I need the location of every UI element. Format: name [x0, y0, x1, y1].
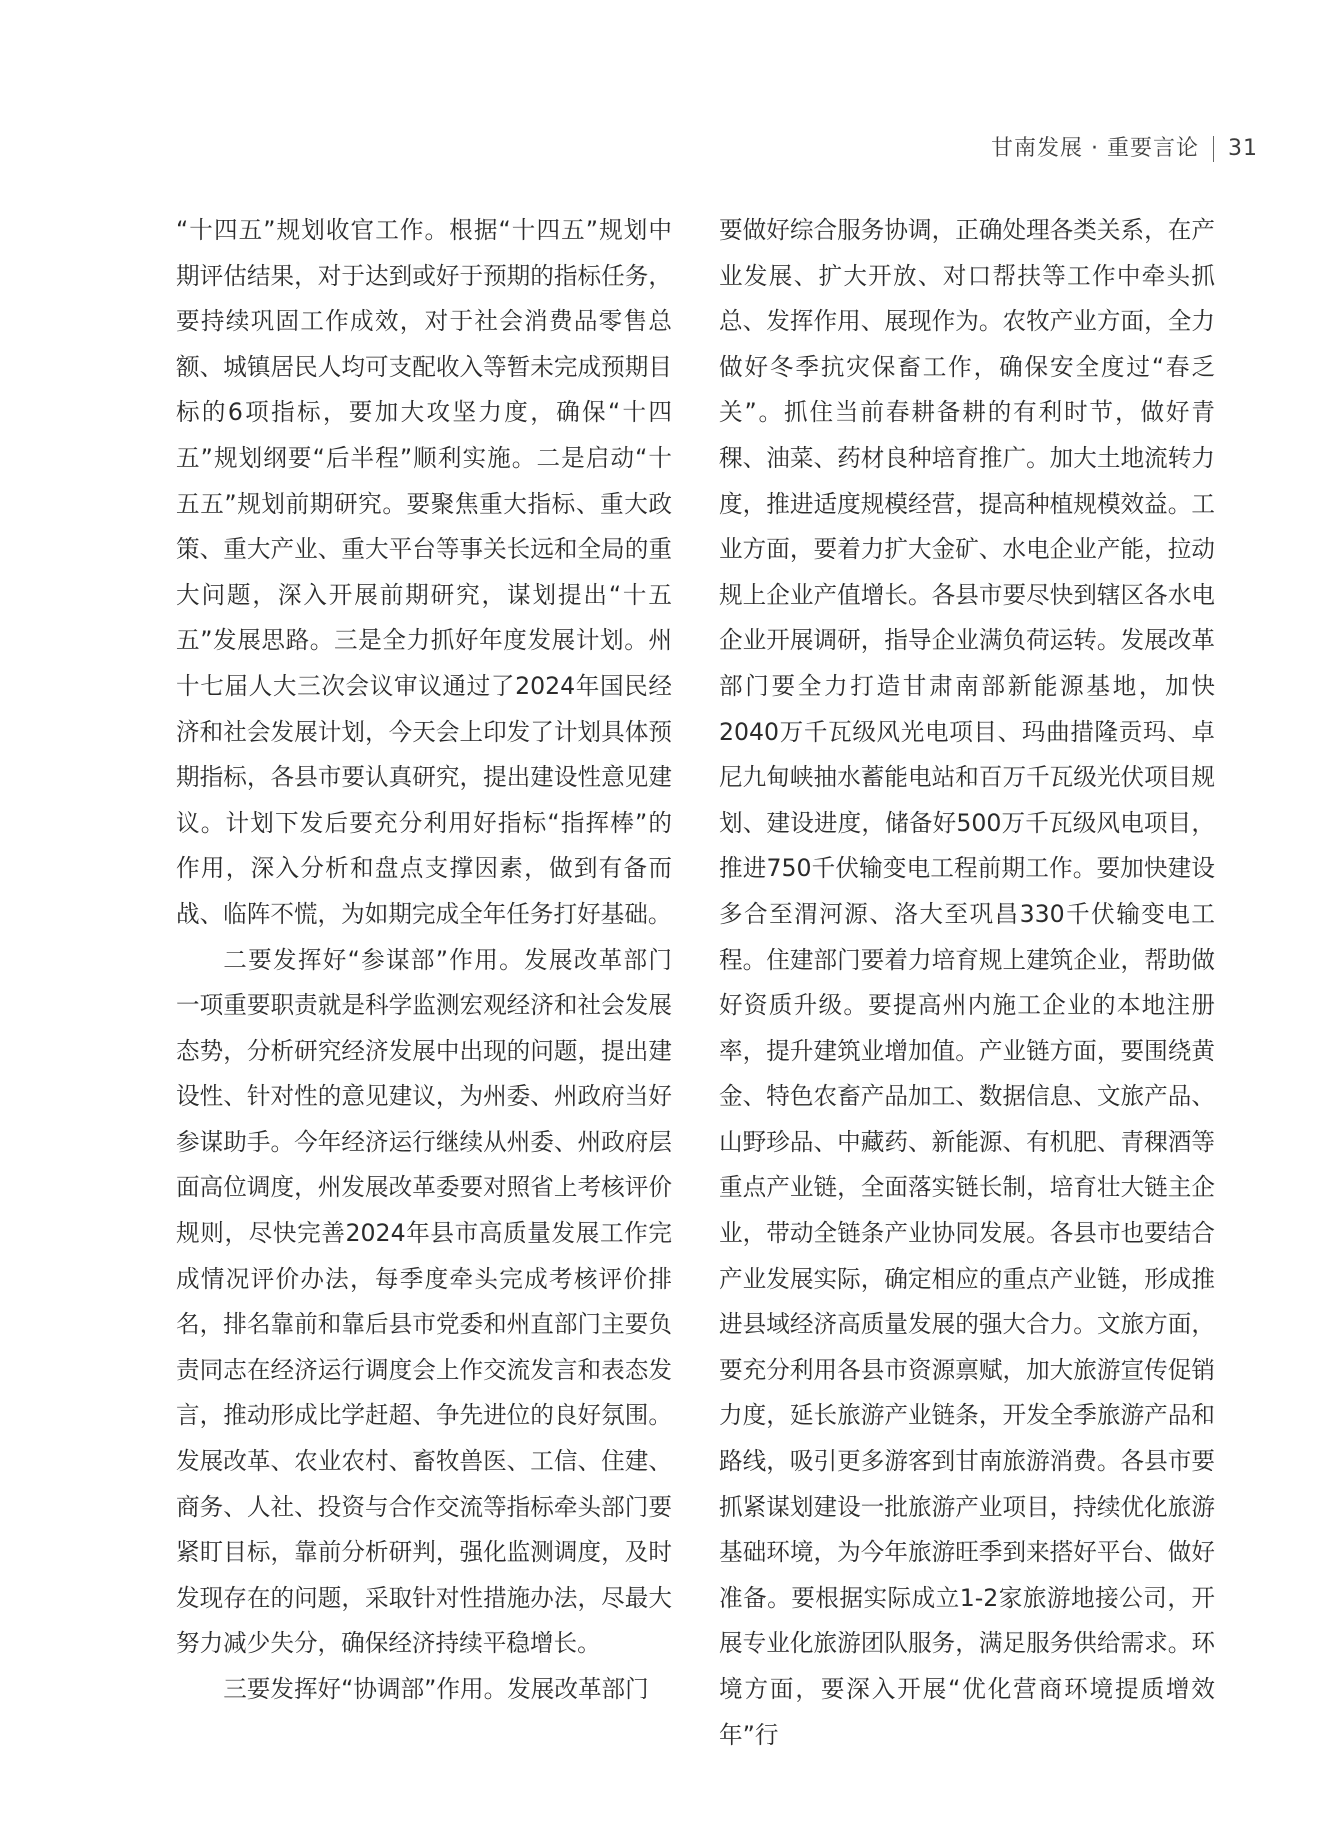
- left-column: [176, 208, 672, 1713]
- paragraph-coordination-continued: 要做好综合服务协调，正确处理各类关系，在产业发展、扩大开放、对口帮扶等工作中牵头抓总、发挥作用、展现作为。农牧产业方面，全力做好冬季抗灾保畜工作，确保安全度过“春乏关”。抓住当前春耕备耕的有利时节，做好青稞、油菜、药材良种培育推广。加大土地流转力度，推进适度规模经营，提高种植规模效益。工业方面，要着力扩大金矿、水电企业产能，拉动规上企业产值增长。各县市要尽快到辖区各水电企业开展调研，指导企业满负荷运转。发展改革部门要全力打造甘肃南部新能源基地，加快2040万千瓦级风光电项目、玛曲措隆贡玛、卓尼九甸峡抽水蓄能电站和百万千瓦级光伏项目规划、建设进度，储备好500万千瓦级风电项目，推进750千伏输变电工程前期工作。要加快建设多合至渭河源、洛大至巩昌330千伏输变电工程。住建部门要着力培育规上建筑企业，帮助做好资质升级。要提高州内施工企业的本地注册率，提升建筑业增加值。产业链方面，要围绕黄金、特色农畜产品加工、数据信息、文旅产品、山野珍品、中藏药、新能源、有机肥、青稞酒等重点产业链，全面落实链长制，培育壮大链主企业，带动全链条产业协同发展。各县市也要结合产业发展实际，确定相应的重点产业链，形成推进县域经济高质量发展的强大合力。文旅方面，要充分利用各县市资源禀赋，加大旅游宣传促销力度，延长旅游产业链条，开发全季旅游产品和路线，吸引更多游客到甘南旅游消费。各县市要抓紧谋划建设一批旅游产业项目，持续优化旅游基础环境，为今年旅游旺季到来搭好平台、做好准备。要根据实际成立1-2家旅游地接公司，开展专业化旅游团队服务，满足服务供给需求。环境方面，要深入开展“优化营商环境提质增效年”行: [719, 216, 1215, 1749]
- header-divider: [1213, 136, 1214, 162]
- paragraph-coordination-role: 三要发挥好“协调部”作用。发展改革部门: [223, 1675, 649, 1703]
- running-header-title: 甘南发展 · 重要言论: [991, 136, 1199, 161]
- paragraph-staff-role: 二要发挥好“参谋部”作用。发展改革部门一项重要职责就是科学监测宏观经济和社会发展态势，分析研究经济发展中出现的问题，提出建设性、针对性的意见建议，为州委、州政府当好参谋助手。今年经济运行继续从州委、州政府层面高位调度，州发展改革委要对照省上考核评价规则，尽快完善2024年县市高质量发展工作完成情况评价办法，每季度牵头完成考核评价排名，排名靠前和靠后县市党委和州直部门主要负责同志在经济运行调度会上作交流发言和表态发言，推动形成比学赶超、争先进位的良好氛围。发展改革、农业农村、畜牧兽医、工信、住建、商务、人社、投资与合作交流等指标牵头部门要紧盯目标，靠前分析研判，强化监测调度，及时发现存在的问题，采取针对性措施办法，尽最大努力减少失分，确保经济持续平稳增长。: [176, 945, 672, 1658]
- page-header: [991, 134, 1258, 164]
- paragraph-continued: “十四五”规划收官工作。根据“十四五”规划中期评估结果，对于达到或好于预期的指标任务，要持续巩固工作成效，对于社会消费品零售总额、城镇居民人均可支配收入等暂未完成预期目标的6项指标，要加大攻坚力度，确保“十四五”规划纲要“后半程”顺利实施。二是启动“十五五”规划前期研究。要聚焦重大指标、重大政策、重大产业、重大平台等事关长远和全局的重大问题，深入开展前期研究，谋划提出“十五五”发展思路。三是全力抓好年度发展计划。州十七届人大三次会议审议通过了2024年国民经济和社会发展计划，今天会上印发了计划具体预期指标，各县市要认真研究，提出建设性意见建议。计划下发后要充分利用好指标“指挥棒”的作用，深入分析和盘点支撑因素，做到有备而战、临阵不慌，为如期完成全年任务打好基础。: [176, 216, 672, 928]
- right-column: [719, 208, 1215, 1758]
- page-number: 31: [1228, 136, 1258, 161]
